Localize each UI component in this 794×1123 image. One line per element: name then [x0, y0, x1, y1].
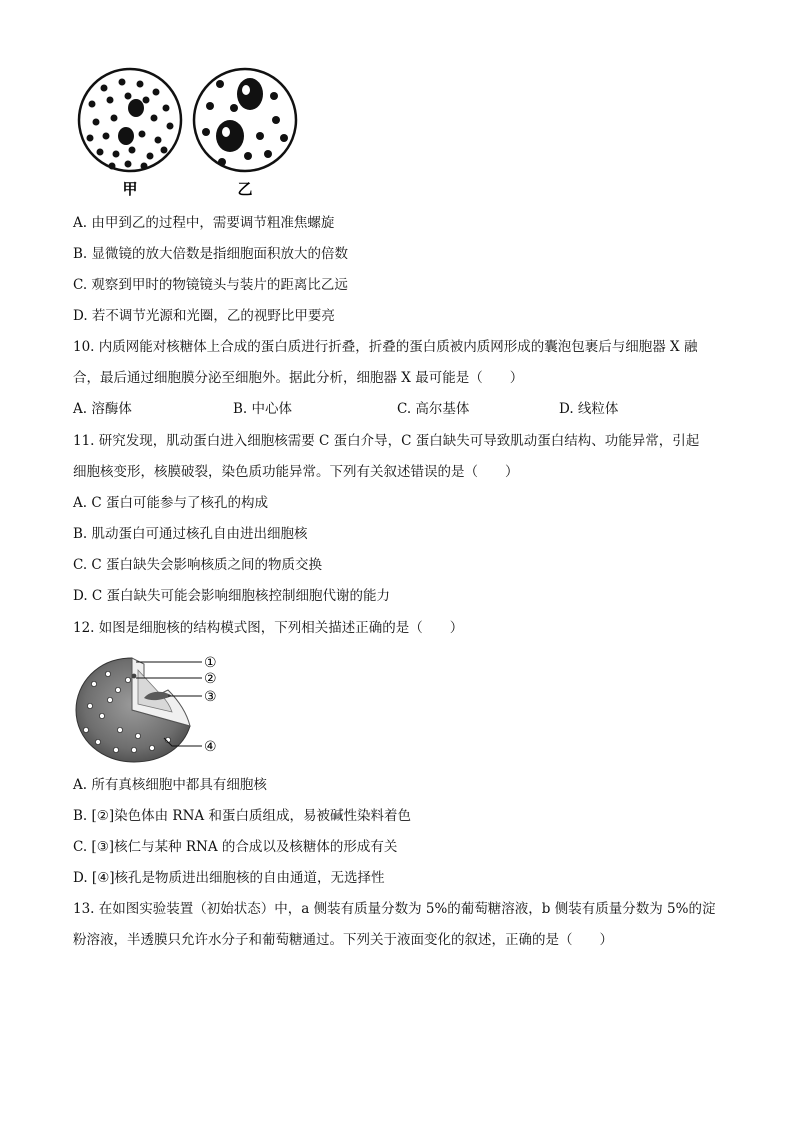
q11-option-d: D. C 蛋白缺失可能会影响细胞核控制细胞代谢的能力 — [73, 588, 391, 604]
nucleus-label-2: ② — [204, 671, 217, 687]
q10-option-c: C. 高尔基体 — [397, 401, 470, 417]
fig-label-jia: 甲 — [122, 180, 138, 198]
q10-stem-line1: 10. 内质网能对核糖体上合成的蛋白质进行折叠，折叠的蛋白质被内质网形成的囊泡包裹后与细胞器 X 融 — [73, 339, 698, 355]
q12-stem: 12. 如图是细胞核的结构模式图，下列相关描述正确的是（ ） — [73, 620, 464, 636]
q13-stem-line1: 13. 在如图实验装置（初始状态）中，a 侧装有质量分数为 5%的葡萄糖溶液，b 侧装有质量分数为 5%的淀 — [73, 901, 716, 917]
q11-option-a: A. C 蛋白可能参与了核孔的构成 — [73, 495, 268, 511]
view-jia — [79, 69, 181, 171]
nucleus-label-1: ① — [204, 655, 217, 671]
q9-option-d: D. 若不调节光源和光圈，乙的视野比甲要亮 — [73, 308, 335, 324]
q13-stem-line2: 粉溶液，半透膜只允许水分子和葡萄糖通过。下列关于液面变化的叙述，正确的是（ ） — [73, 932, 613, 948]
q10-option-d: D. 线粒体 — [559, 401, 619, 417]
view-yi — [194, 69, 296, 171]
q12-option-b: B. [②]染色体由 RNA 和蛋白质组成，易被碱性染料着色 — [73, 808, 411, 824]
q9-option-a: A. 由甲到乙的过程中，需要调节粗准焦螺旋 — [73, 215, 335, 231]
nucleus-label-4: ④ — [204, 739, 217, 755]
nucleus-structure-figure — [72, 650, 262, 766]
fig-label-yi: 乙 — [237, 180, 253, 198]
q12-option-a: A. 所有真核细胞中都具有细胞核 — [73, 777, 267, 793]
q10-option-a: A. 溶酶体 — [73, 401, 132, 417]
q10-option-b: B. 中心体 — [233, 401, 293, 417]
q9-option-b: B. 显微镜的放大倍数是指细胞面积放大的倍数 — [73, 246, 349, 262]
q11-stem-line2: 细胞核变形，核膜破裂，染色质功能异常。下列有关叙述错误的是（ ） — [73, 464, 519, 480]
q11-stem-line1: 11. 研究发现，肌动蛋白进入细胞核需要 C 蛋白介导，C 蛋白缺失可导致肌动蛋白结构、功能异常，引起 — [73, 433, 700, 449]
q10-options — [73, 400, 618, 418]
q11-option-c: C. C 蛋白缺失会影响核质之间的物质交换 — [73, 557, 323, 573]
q12-option-d: D. [④]核孔是物质进出细胞核的自由通道，无选择性 — [73, 870, 385, 886]
nucleus-label-3: ③ — [204, 689, 217, 705]
microscope-views-figure — [70, 62, 310, 202]
q10-stem-line2: 合，最后通过细胞膜分泌至细胞外。据此分析，细胞器 X 最可能是（ ） — [73, 370, 524, 386]
q9-option-c: C. 观察到甲时的物镜镜头与装片的距离比乙远 — [73, 277, 348, 293]
q12-option-c: C. [③]核仁与某种 RNA 的合成以及核糖体的形成有关 — [73, 839, 398, 855]
q11-option-b: B. 肌动蛋白可通过核孔自由进出细胞核 — [73, 526, 308, 542]
